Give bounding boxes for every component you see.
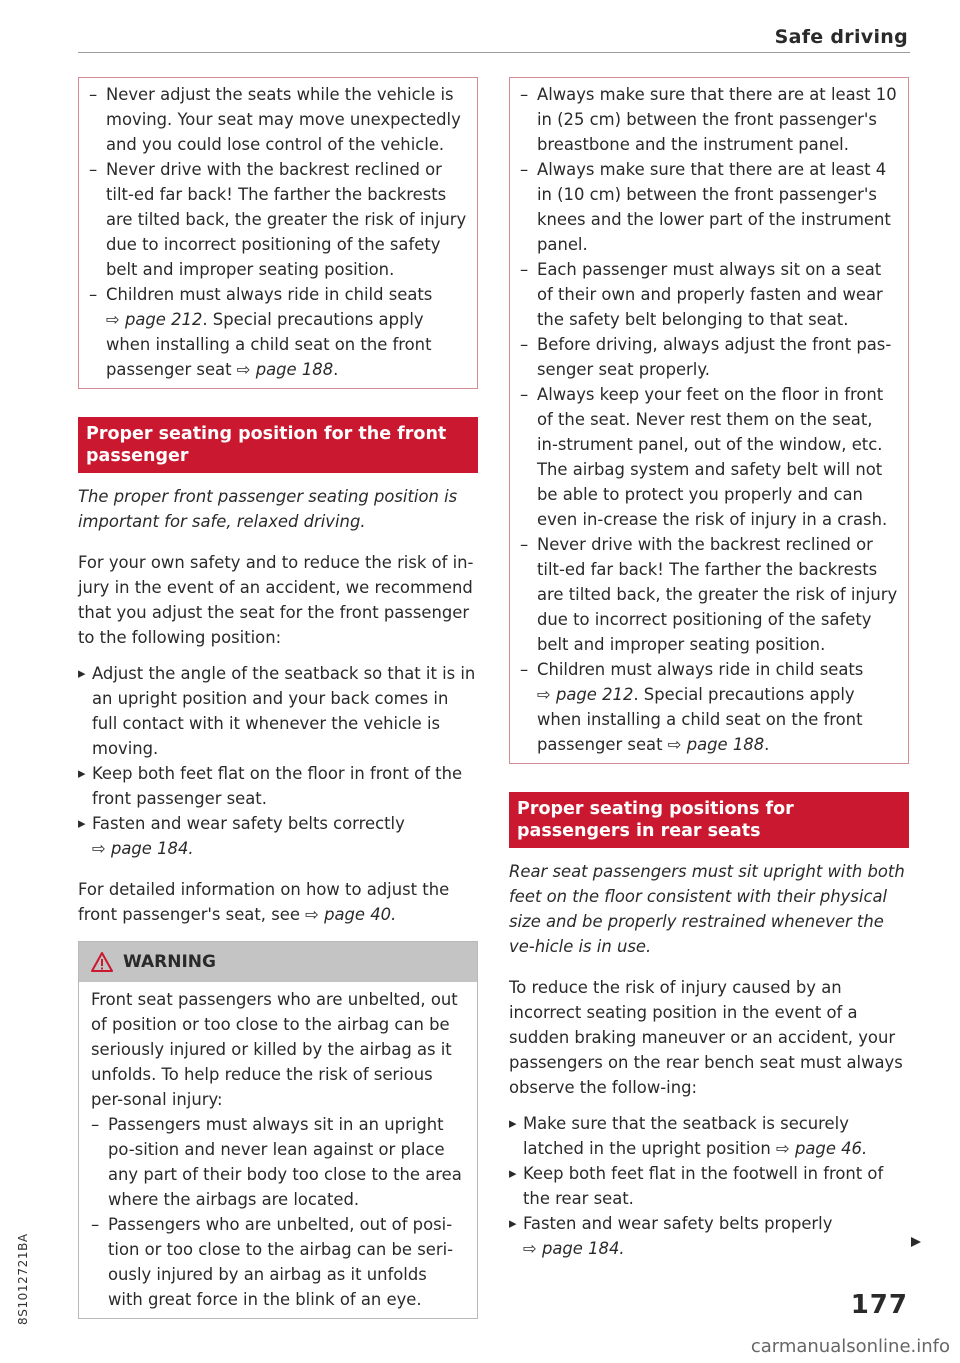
warning-header — [79, 942, 477, 982]
warning-item: – Always make sure that there are at least 10 in (25 cm) between the front passenger's breastbone and the instrument panel. — [520, 82, 898, 157]
step-text: Fasten and wear safety belts correctly — [92, 814, 405, 833]
warning-box — [78, 941, 478, 1319]
item-text: Children must always ride in child seats — [537, 660, 864, 679]
page-ref-link[interactable]: ⇨ page 188 — [236, 360, 334, 379]
warning-text: Front seat passengers who are unbelted, out of position or too close to the airbag can be seriously injured or killed by the airbag as it unfolds. To help reduce the risk of serious per-sonal injury: — [91, 990, 458, 1109]
page-ref-link[interactable]: ⇨ page 40. — [305, 905, 397, 924]
warning-item: – Never adjust the seats while the vehicle is moving. Your seat may move unexpectedly and you could lose control of the vehicle. — [89, 82, 467, 157]
warning-item: – Always make sure that there are at least 4 in (10 cm) between the front passenger's knees and the lower part of the instrument panel. — [520, 157, 898, 257]
section-intro: To reduce the risk of injury caused by an incorrect seating position in the event of a sudden braking maneuver or an accident, your passengers on the rear bench seat must always observe the follow-ing: — [509, 978, 903, 1097]
warning-continuation-box — [509, 77, 909, 764]
page-ref-link[interactable]: ⇨ page 184. — [92, 839, 194, 858]
page-ref-link[interactable]: ⇨ page 212 — [537, 685, 634, 704]
step-item — [509, 1111, 909, 1161]
item-text: Children must always ride in child seats — [106, 285, 433, 304]
warning-item: – Passengers must always sit in an upright po-sition and never lean against or place any part of their body too close to the area where the airbags are located. — [91, 1112, 465, 1212]
section-intro: For your own safety and to reduce the risk of in-jury in the event of an accident, we recommend that you adjust the seat for the front passenger to the following position: — [78, 553, 474, 647]
step-text: Adjust the angle of the seatback so that it is in an upright position and your back comes in full contact with it whenever the vehicle is moving. — [92, 664, 476, 758]
item-text: . — [333, 360, 339, 379]
section-heading-front-passenger: Proper seating position for the front passenger — [78, 417, 478, 473]
left-column — [78, 77, 478, 1319]
warning-item: – Each passenger must always sit on a seat of their own and properly fasten and wear the safety belt belonging to that seat. — [520, 257, 898, 332]
warning-item: – Never drive with the backrest reclined or tilt-ed far back! The farther the backrests are tilted back, the greater the risk of injury due to incorrect positioning of the safety belt and improper seating position. — [520, 532, 898, 657]
header-rule — [78, 52, 910, 53]
warning-continuation-box — [78, 77, 478, 389]
page-ref-link[interactable]: ⇨ page 188 — [667, 735, 765, 754]
item-text: . — [764, 735, 770, 754]
step-text: Make sure that the seatback is securely latched in the upright position — [523, 1114, 849, 1158]
warning-item: – Passengers who are unbelted, out of posi-tion or too close to the airbag can be seri-ously injured by an airbag as it unfolds with great force in the blink of an eye. — [91, 1212, 465, 1312]
step-item — [509, 1211, 909, 1261]
step-text: Keep both feet flat on the floor in front of the front passenger seat. — [92, 764, 463, 808]
detail-text: For detailed information on how to adjust the front passenger's seat, see — [78, 880, 450, 924]
step-item — [509, 1161, 909, 1211]
section-lead: Rear seat passengers must sit upright with both feet on the floor consistent with their physical size and be properly restrained whenever the ve-hicle is in use. — [509, 862, 905, 956]
section-heading-rear-seats: Proper seating positions for passengers in rear seats — [509, 792, 909, 848]
right-column — [509, 77, 909, 1261]
step-text: Fasten and wear safety belts properly — [523, 1214, 833, 1233]
page-ref-link[interactable]: ⇨ page 46. — [776, 1139, 868, 1158]
step-text: Keep both feet flat in the footwell in front of the rear seat. — [523, 1164, 884, 1208]
step-item — [78, 811, 478, 861]
section-lead: The proper front passenger seating position is important for safe, relaxed driving. — [78, 487, 458, 531]
page-ref-link[interactable]: ⇨ page 184. — [523, 1239, 625, 1258]
steps-list — [509, 1111, 909, 1261]
page-number: 177 — [850, 1290, 908, 1320]
warning-item: – Always keep your feet on the floor in front of the seat. Never rest them on the seat, in-strument panel, out of the window, etc. The airbag system and safety belt will not be able to protect you properly and can even in-crease the risk of injury in a crash. — [520, 382, 898, 532]
warning-item: – Never drive with the backrest reclined or tilt-ed far back! The farther the backrests are tilted back, the greater the risk of injury due to incorrect positioning of the safety belt and improper seating position. — [89, 157, 467, 282]
warning-item-children — [520, 657, 898, 757]
steps-list — [78, 661, 478, 861]
detail-paragraph — [78, 877, 478, 927]
watermark-text: carmanualsonline.info — [750, 1336, 950, 1357]
warning-body — [79, 982, 477, 1318]
step-item — [78, 661, 478, 761]
section-title: Safe driving — [774, 26, 908, 48]
document-code: 8S1012721BA — [16, 1233, 30, 1325]
item-text: . Special precautions apply when installing a child seat on the front passenger seat — [106, 310, 432, 379]
warning-triangle-icon — [91, 952, 113, 972]
continue-arrow-icon — [910, 1236, 922, 1248]
item-text: . Special precautions apply when installing a child seat on the front passenger seat — [537, 685, 863, 754]
page-ref-link[interactable]: ⇨ page 212 — [106, 310, 203, 329]
step-item — [78, 761, 478, 811]
warning-item-children — [89, 282, 467, 382]
warning-item: – Before driving, always adjust the front pas-senger seat properly. — [520, 332, 898, 382]
warning-title: WARNING — [123, 952, 216, 972]
